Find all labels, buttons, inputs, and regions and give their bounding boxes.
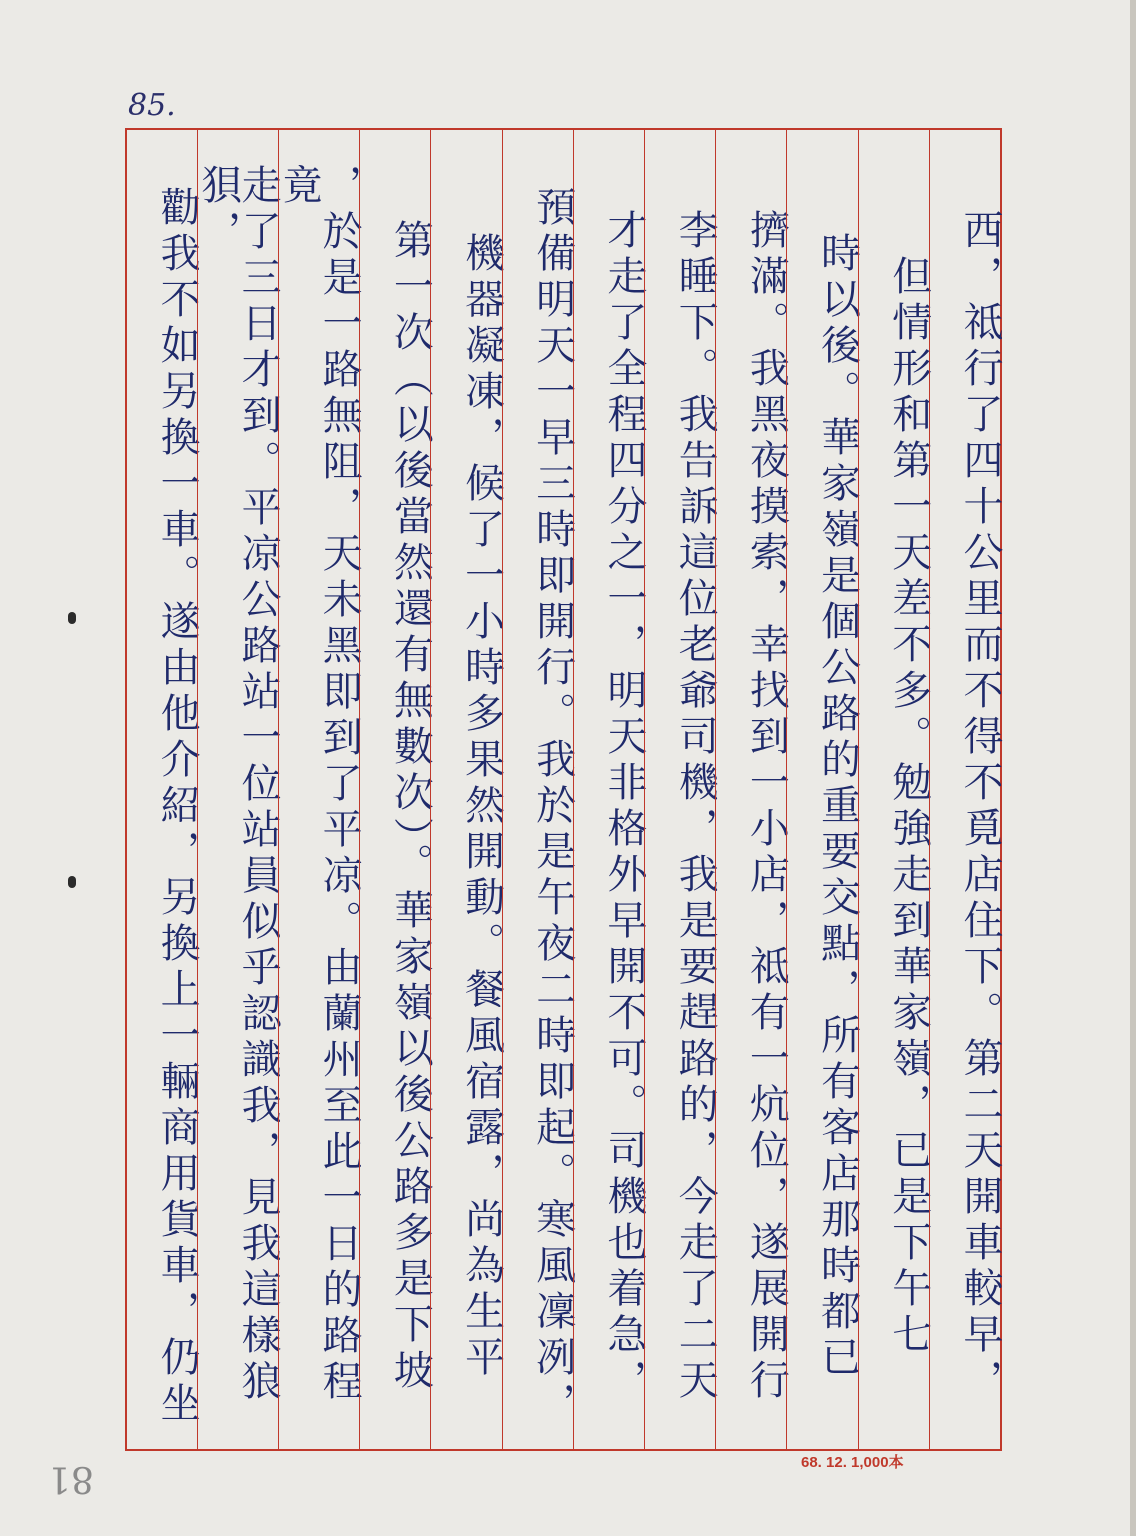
manuscript-column-11: 走了三日才到。平凉公路站一位站員似乎認識我，見我這樣狼狽，: [197, 130, 278, 1449]
manuscript-column-4: 擠滿。我黑夜摸索，幸找到一小店，祗有一炕位，遂展開行: [715, 130, 786, 1449]
manuscript-column-8: 機器凝凍，候了一小時多果然開動。餐風宿露，尚為生平: [430, 130, 501, 1449]
manuscript-column-3: 時以後。華家嶺是個公路的重要交點，所有客店那時都已: [786, 130, 857, 1449]
page-number: 85.: [128, 88, 176, 123]
manuscript-grid: [125, 128, 1002, 1451]
manuscript-column-2: 但情形和第一天差不多。勉強走到華家嶺，已是下午七: [858, 130, 929, 1449]
manuscript-column-12: 勸我不如另換一車。遂由他介紹，另換上一輛商用貨車，仍坐: [154, 185, 201, 1428]
manuscript-column-6: 才走了全程四分之一，明天非格外早開不可。司機也着急，: [573, 130, 644, 1449]
manuscript-column-1: 西，祗行了四十公里而不得不覓店住下。第二天開車較早，: [929, 130, 1000, 1449]
manuscript-column-5: 李睡下。我告訴這位老爺司機，我是要趕路的，今走了二天: [644, 130, 715, 1449]
bottom-page-note: 81: [48, 1458, 94, 1499]
print-info: 68. 12. 1,000本: [801, 1454, 904, 1471]
manuscript-column-9: 第一次（以後當然還有無數次）。華家嶺以後公路多是下坡: [359, 130, 430, 1449]
punch-hole-mark: [68, 612, 76, 624]
manuscript-column-7: 預備明天一早三時即開行。我於是午夜二時即起。寒風凜冽，: [502, 130, 573, 1449]
manuscript-column-10: ，於是一路無阻，天未黑即到了平凉。由蘭州至此一日的路程竟: [278, 130, 359, 1449]
punch-hole-mark: [68, 876, 76, 888]
